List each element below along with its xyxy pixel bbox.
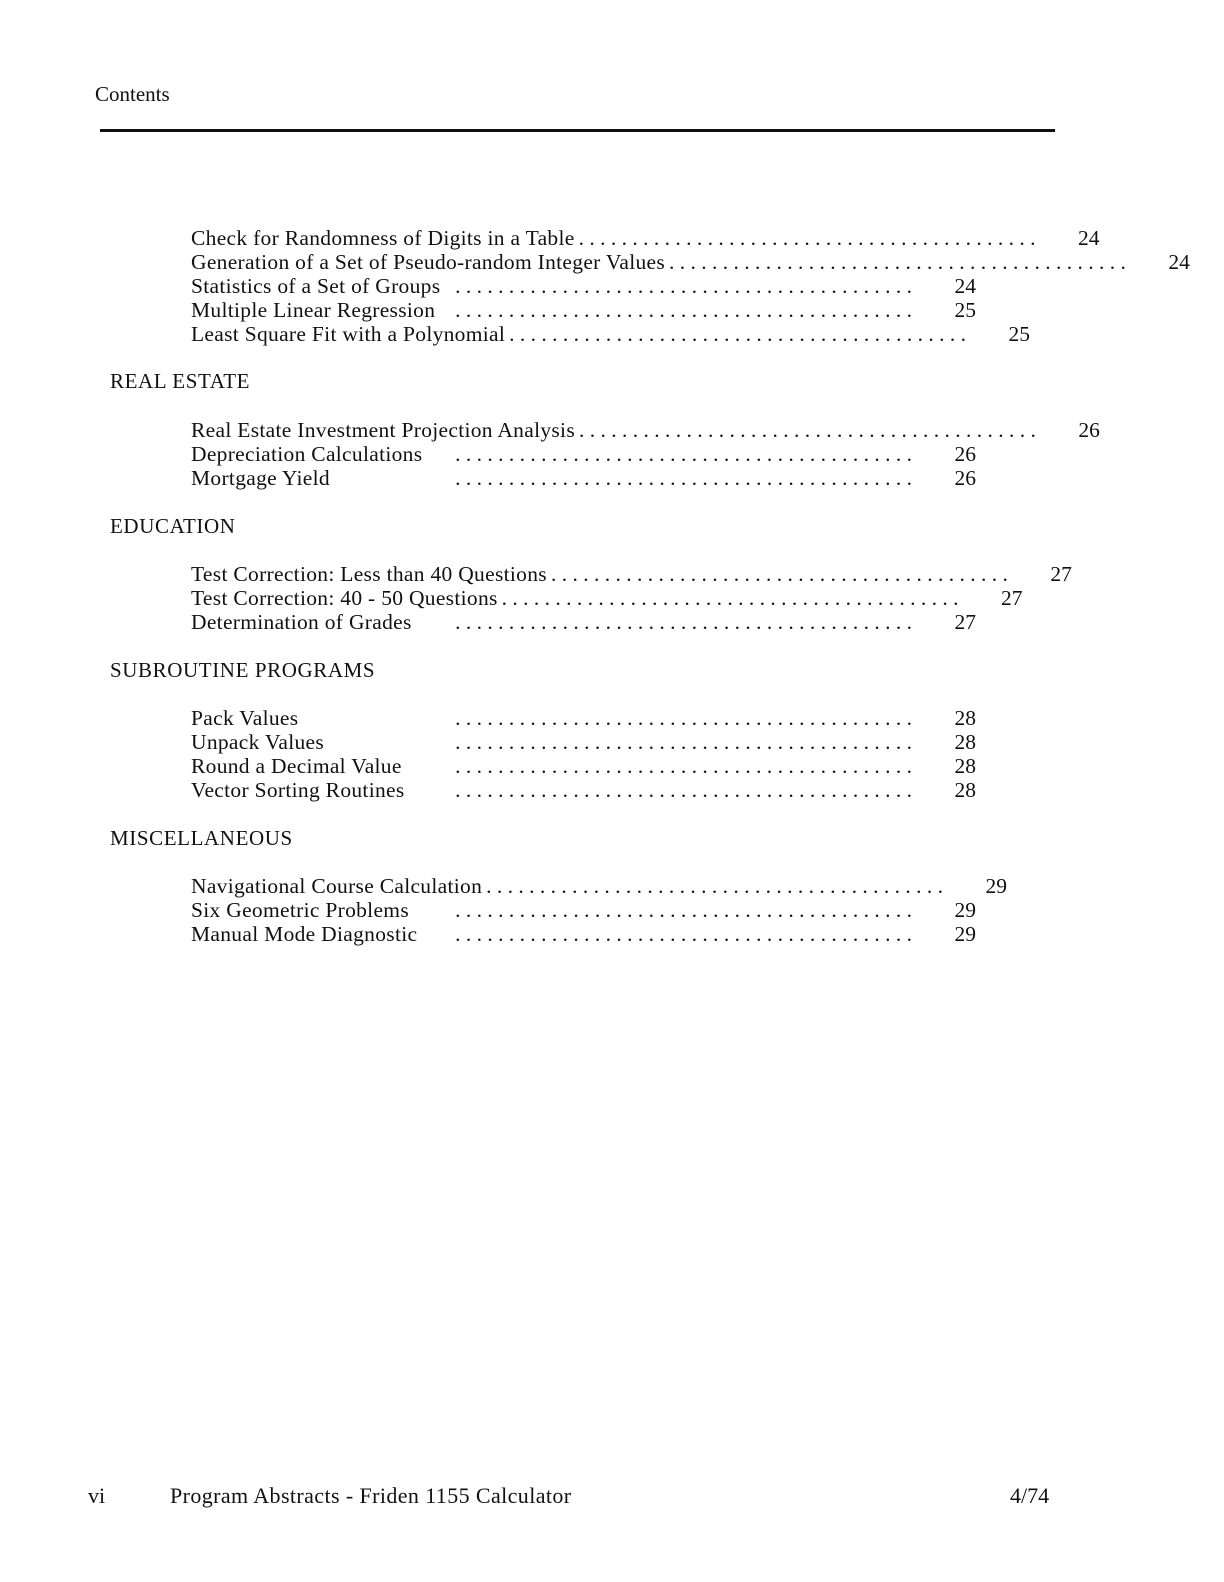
toc-entry[interactable] <box>191 226 1100 250</box>
toc-entry-page: 29 <box>985 874 1007 898</box>
footer-date: 4/74 <box>1010 1483 1050 1508</box>
toc-entry-title: Mortgage Yield <box>191 466 330 490</box>
toc-entry[interactable] <box>191 466 976 490</box>
dot-leader: . . . . . . . . . . . . . . . . . . . . . . . . . . . . . . . . . . . . . . . . . . . <box>509 322 967 346</box>
toc-entry-page: 24 <box>1168 250 1190 274</box>
toc-entry-title: Unpack Values <box>191 730 325 754</box>
toc-entry[interactable] <box>191 730 976 754</box>
toc-entry-page: 25 <box>1008 322 1031 346</box>
toc-entry[interactable] <box>191 754 976 778</box>
dot-leader: . . . . . . . . . . . . . . . . . . . . . . . . . . . . . . . . . . . . . . . . . . . <box>669 250 1126 274</box>
dot-leader: . . . . . . . . . . . . . . . . . . . . . . . . . . . . . . . . . . . . . . . . . . . <box>455 730 912 754</box>
toc-entry-title: Determination of Grades <box>191 610 412 634</box>
toc-entry-title: Statistics of a Set of Groups <box>191 274 441 298</box>
toc-entry[interactable] <box>191 922 976 946</box>
dot-leader: . . . . . . . . . . . . . . . . . . . . . . . . . . . . . . . . . . . . . . . . . . . <box>455 274 912 298</box>
toc-entry-page: 29 <box>954 898 976 922</box>
dot-leader: . . . . . . . . . . . . . . . . . . . . . . . . . . . . . . . . . . . . . . . . . . . <box>550 562 1008 586</box>
dot-leader: . . . . . . . . . . . . . . . . . . . . . . . . . . . . . . . . . . . . . . . . . . . <box>486 874 943 898</box>
toc-entry-title: Real Estate Investment Projection Analysis <box>191 418 575 442</box>
section-heading-miscellaneous: MISCELLANEOUS <box>110 826 293 850</box>
section-heading-subroutine-programs: SUBROUTINE PROGRAMS <box>110 658 376 682</box>
dot-leader: . . . . . . . . . . . . . . . . . . . . . . . . . . . . . . . . . . . . . . . . . . . <box>455 754 912 778</box>
toc-entry-page: 28 <box>954 754 976 778</box>
toc-entry-title: Test Correction: 40 - 50 Questions <box>191 586 498 610</box>
toc-entry[interactable] <box>191 610 976 634</box>
toc-entry[interactable] <box>191 874 1007 898</box>
toc-entry-page: 28 <box>954 778 976 802</box>
dot-leader: . . . . . . . . . . . . . . . . . . . . . . . . . . . . . . . . . . . . . . . . . . . <box>455 898 912 922</box>
toc-entry[interactable] <box>191 274 976 298</box>
toc-entry-page: 27 <box>1001 586 1023 610</box>
toc-entry-page: 26 <box>1078 418 1100 442</box>
dot-leader: . . . . . . . . . . . . . . . . . . . . . . . . . . . . . . . . . . . . . . . . . . . <box>578 226 1036 250</box>
dot-leader: . . . . . . . . . . . . . . . . . . . . . . . . . . . . . . . . . . . . . . . . . . . <box>455 922 912 946</box>
toc-entry[interactable] <box>191 442 976 466</box>
dot-leader: . . . . . . . . . . . . . . . . . . . . . . . . . . . . . . . . . . . . . . . . . . . <box>455 778 912 802</box>
toc-entry[interactable] <box>191 418 1100 442</box>
toc-entry-page: 28 <box>954 706 976 730</box>
toc-entry-title: Check for Randomness of Digits in a Table <box>191 226 575 250</box>
section-heading-real-estate: REAL ESTATE <box>110 369 251 393</box>
toc-entry-page: 28 <box>954 730 976 754</box>
toc-entry[interactable] <box>191 778 976 802</box>
toc-entry-page: 24 <box>1077 226 1100 250</box>
toc-entry-title: Six Geometric Problems <box>191 898 409 922</box>
toc-entry-page: 26 <box>954 466 976 490</box>
dot-leader: . . . . . . . . . . . . . . . . . . . . . . . . . . . . . . . . . . . . . . . . . . . <box>455 466 912 490</box>
toc-entry-page: 27 <box>1050 562 1072 586</box>
toc-entry[interactable] <box>191 322 1031 346</box>
header-rule <box>100 129 1055 132</box>
footer-title: Program Abstracts - Friden 1155 Calculator <box>170 1483 572 1508</box>
dot-leader: . . . . . . . . . . . . . . . . . . . . . . . . . . . . . . . . . . . . . . . . . . . <box>455 298 912 322</box>
toc-entry[interactable] <box>191 706 976 730</box>
toc-entry[interactable] <box>191 562 1072 586</box>
toc-entry[interactable] <box>191 298 976 322</box>
toc-entry-title: Round a Decimal Value <box>191 754 402 778</box>
section-heading-education: EDUCATION <box>110 514 236 538</box>
toc-entry-title: Test Correction: Less than 40 Questions <box>191 562 547 586</box>
toc-entry[interactable] <box>191 586 1023 610</box>
toc-entry-page: 24 <box>954 274 976 298</box>
toc-entry-title: Multiple Linear Regression <box>191 298 436 322</box>
toc-entry-page: 29 <box>954 922 976 946</box>
toc-entry-page: 26 <box>954 442 976 466</box>
toc-entry-title: Manual Mode Diagnostic <box>191 922 418 946</box>
toc-entry-title: Depreciation Calculations <box>191 442 423 466</box>
toc-entry-title: Navigational Course Calculation <box>191 874 483 898</box>
toc-entry-title: Pack Values <box>191 706 299 730</box>
dot-leader: . . . . . . . . . . . . . . . . . . . . . . . . . . . . . . . . . . . . . . . . . . . <box>455 706 912 730</box>
toc-entry[interactable] <box>191 898 976 922</box>
dot-leader: . . . . . . . . . . . . . . . . . . . . . . . . . . . . . . . . . . . . . . . . . . . <box>501 586 959 610</box>
dot-leader: . . . . . . . . . . . . . . . . . . . . . . . . . . . . . . . . . . . . . . . . . . . <box>455 610 912 634</box>
dot-leader: . . . . . . . . . . . . . . . . . . . . . . . . . . . . . . . . . . . . . . . . . . . <box>579 418 1036 442</box>
toc-entry-page: 27 <box>954 610 976 634</box>
toc-entry-title: Vector Sorting Routines <box>191 778 405 802</box>
dot-leader: . . . . . . . . . . . . . . . . . . . . . . . . . . . . . . . . . . . . . . . . . . . <box>455 442 912 466</box>
toc-entry-page: 25 <box>954 298 976 322</box>
running-head: Contents <box>95 82 170 106</box>
toc-entry[interactable] <box>191 250 1190 274</box>
toc-entry-title: Least Square Fit with a Polynomial <box>191 322 506 346</box>
footer-page-number: vi <box>88 1483 106 1508</box>
toc-entry-title: Generation of a Set of Pseudo-random Integer Values <box>191 250 666 274</box>
